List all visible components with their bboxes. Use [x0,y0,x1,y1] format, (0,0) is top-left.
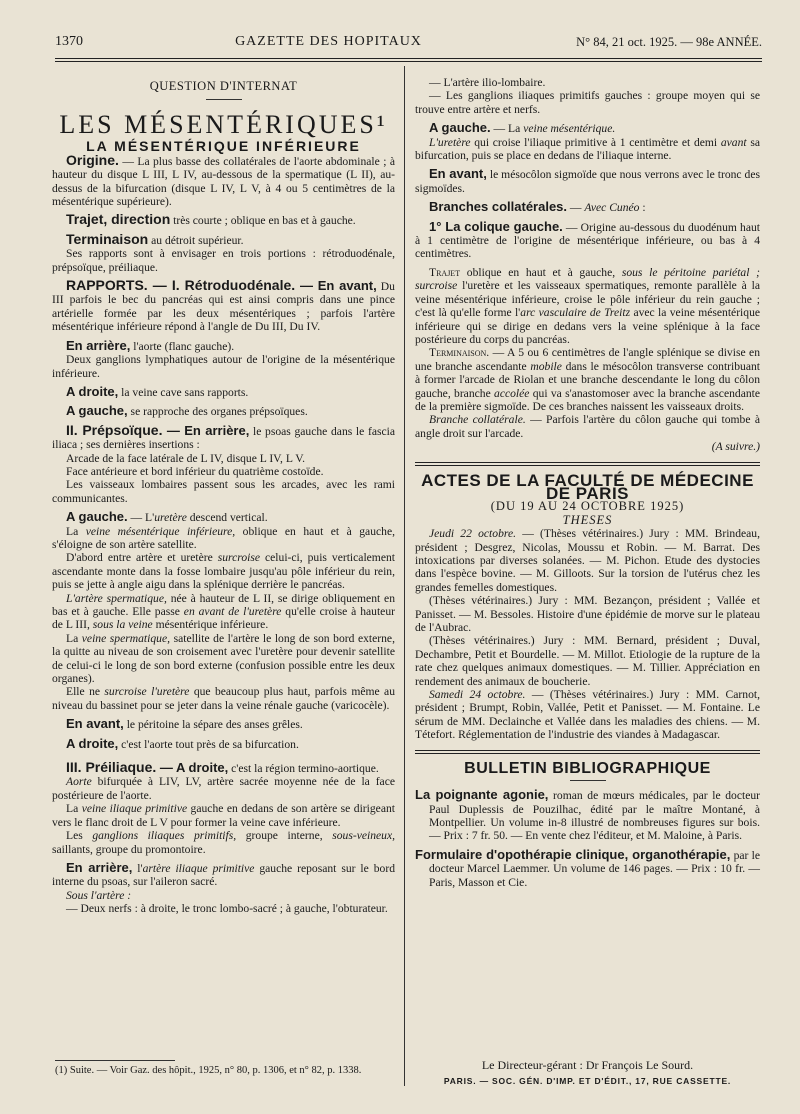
bulletin-rule [570,780,606,781]
actes-dates: (DU 19 AU 24 OCTOBRE 1925) [490,499,685,514]
bulletin-item-1: La poignante agonie, roman de mœurs médicales, par le docteur Paul Duplessis de Pouzilhac, édité par le maître Montané, à Montpellier. Un volume in-8 illustré de nombreuses figures sur bois. — Prix : 7 fr. 50. — En vente chez l'éditeur, et M. Maloine, à Paris. [415,787,760,843]
para-nerfs: — Deux nerfs : à droite, le tronc lombo-sacré ; à gauche, l'obturateur. [66,902,388,916]
a-suivre: (A suivre.) [711,440,760,454]
footnote-rule [55,1060,175,1061]
para-ganglions-1: Deux ganglions lymphatiques autour de l'origine de la mésentérique inférieure. [52,353,395,380]
para-origine: Origine. — La plus basse des collatérales de l'aorte abdominale ; à hauteur du disque L III, L IV, au-dessous de la spermatique (L II), au-dessus de la bifurcation (disque L IV, L V, à 4 ou 5 centimètres de la mésentérique supérieure). [52,151,395,209]
para-droite-1: A droite, la veine cave sans rapports. [66,383,249,399]
printer-imprint: PARIS. — SOC. GÉN. D'IMP. ET D'ÉDIT., 17, RUE CASSETTE. [443,1076,732,1086]
para-dabord: D'abord entre artère et uretère surcroise celui-ci, puis verticalement ascendante monte dans la fosse lombaire jusqu'au pôle inférieur du rein, puis se jette à angle aigu dans la splénique derrière le pancréas. [52,551,395,592]
para-trajet-colique: Trajet oblique en haut et à gauche, sous le péritoine pariétal ; surcroise l'uretère et les vaisseaux spermatiques, remonte parallèle à la veine mésentérique inférieure, croise le pôle inférieur du rein gauche ; c'est là qu'elle forme l'arc vasculaire de Treitz avec la veine mésentérique inférieure qui se dirige en dedans vers la veine splénique à la face postérieure du corps du pancréas. [415,265,761,346]
footnote: (1) Suite. — Voir Gaz. des hôpit., 1925, n° 80, p. 1306, et n° 82, p. 1338. [55,1065,362,1076]
column-separator [404,66,405,1086]
theses-jeudi: Jeudi 22 octobre. — (Thèses vétérinaires.) Jury : MM. Brindeau, président ; Desgrez, Nicolas, Moussu et Robin. — M. Barrat. Des intoxications par diverses solanées. — M. Pichon. Etude des dystocies dans l'espèce bovine. — M. Gilloots. Sur la torsion de l'utérus chez les grandes femelles domestiques. [415,527,760,594]
para-uretere: L'uretère qui croise l'iliaque primitive à 1 centimètre et demi avant sa bifurcation, puis se place en dedans de l'iliaque interne. [415,135,760,163]
actes-title: ACTES DE LA FACULTÉ DE MÉDECINE DE PARIS [421,470,754,503]
article-title: LES MÉSENTÉRIQUES¹ [59,110,388,140]
issue-info: N° 84, 21 oct. 1925. — 98e ANNÉE. [576,34,762,49]
section-rule-1 [415,462,760,466]
kicker: QUESTION D'INTERNAT [149,79,298,93]
para-rapports-intro: Ses rapports sont à envisager en trois portions : rétroduodénale, prépsoïque, préiliaque. [52,247,395,274]
page-header [55,30,762,54]
para-en-avant: En avant, le mésocôlon sigmoïde que nous verrons avec le tronc des sigmoïdes. [415,166,760,195]
header-rule [55,58,762,59]
para-ilio-lombaire: — L'artère ilio-lombaire. [429,76,546,89]
para-gauche-1: A gauche, se rapproche des organes prépsoïques. [66,403,308,419]
right-column [415,76,760,889]
para-trajet: Trajet, direction très courte ; oblique en bas et à gauche. [66,211,356,228]
para-vaisseaux: Les vaisseaux lombaires passent sous les arcades, avec les rami communicantes. [52,478,395,505]
para-droite-2: A droite, c'est l'aorte tout près de sa bifurcation. [66,735,299,751]
para-arriere-1: En arrière, l'aorte (flanc gauche). [66,337,235,353]
para-terminaison: Terminaison au détroit supérieur. [66,230,244,247]
page-number: 1370 [55,34,83,49]
section-rule-2 [415,750,760,754]
para-a-gauche: A gauche. — La veine mésentérique. [429,120,616,136]
para-ganglions-gauches: — Les ganglions iliaques primitifs gauches : groupe moyen qui se trouve entre artère et nerfs. [415,89,760,116]
para-veine-mesenterique: La veine mésentérique inférieure, oblique en haut et à gauche, s'éloigne de son artère satellite. [52,524,395,551]
theses-samedi: Samedi 24 octobre. — (Thèses vétérinaires.) Jury : MM. Carnot, président ; Brumpt, Robin, Vallée, Petit et Panisset. — M. Fontaine. Le sérum de MM. Declainche et Vallée dans les maladies des chiens. — M. Tétefort. Réglementation de l'industrie des viandes à Madagascar. [415,688,761,742]
header-rule-2 [55,61,762,62]
para-preiliaque: III. Préiliaque. — A droite, c'est la région termino-aortique. [66,759,379,776]
para-colique-gauche: 1° La colique gauche. — Origine au-dessous du duodénum haut à 1 centimètre de l'origine de mésentérique inférieure, ou bas à 4 centimètres. [415,218,760,261]
para-branches: Branches collatérales. — Avec Cunéo : [429,199,646,215]
para-branche-collaterale: Branche collatérale. — Parfois l'artère du côlon gauche qui tombe à angle droit sur l'arcade. [415,413,760,440]
para-avant: En avant, le péritoine la sépare des anses grêles. [66,716,303,732]
theses-2: (Thèses vétérinaires.) Jury : MM. Bezançon, président ; Vallée et Panisset. — M. Bessoles. Histoire d'une épidémie de morve sur le plateau de l'Aubrac. [415,594,760,635]
para-spermatique: L'artère spermatique, née à hauteur de L II, se dirige obliquement en bas et à gauche. Elle passe en avant de l'uretère qu'elle croise à hauteur de L III, sous la veine mésentérique inférieure. [52,591,395,632]
para-elle: Elle ne surcroise l'uretère que beaucoup plus haut, parfois même au niveau du bassinet pour se jeter dans la veine rénale gauche (varicocèle). [52,685,395,712]
para-veine-iliaque: La veine iliaque primitive gauche en dedans de son artère se dirigeant vers le flanc droit de L V pour former la veine cave inférieure. [52,802,395,829]
para-face: Face antérieure et bord inférieur du quatrième costoïde. [66,464,324,478]
para-arriere-2: En arrière, l'artère iliaque primitive gauche reposant sur le bord interne du psoas, sur l'aileron sacré. [52,859,395,889]
para-gauche-2: A gauche. — L'uretère descend vertical. [66,509,268,525]
para-arcade: Arcade de la face latérale de L IV, disque L IV, L V. [66,451,305,465]
para-terminaison-colique: Terminaison. — A 5 ou 6 centimètres de l'angle splénique se divise en une branche ascendante mobile dans le mésocôlon transverse contribuant à former l'arcade de Riolan et une branche descendante le long du côlon gauche, branche accolée qui va s'anastomoser avec la branche ascendante de la première sigmoïde. De ces branches naissent les vaisseaux droits. [415,346,761,413]
directeur-gerant: Le Directeur-gérant : Dr François Le Sourd. [481,1058,694,1072]
para-ganglions-iliaques: Les ganglions iliaques primitifs, groupe interne, sous-veineux, saillants, groupe du promontoire. [52,829,395,856]
bulletin-title: BULLETIN BIBLIOGRAPHIQUE [464,759,711,777]
left-column [52,80,395,916]
theses-3: (Thèses vétérinaires.) Jury : MM. Bernard, président ; Duval, Dechambre, Petit et Bourdelle. — M. Millot. Etiologie de la rupture de la rate chez quelques animaux domestiques. — M. Tillier. Appréciation en rendement des animaux de boucherie. [415,634,760,688]
para-veine-spermatique: La veine spermatique, satellite de l'artère le long de son bord externe, la quitte au niveau de son croisement avec l'uretère pour devenir satellite de celui-ci le long de son bord externe (confusion possible entre les deux organes). [52,631,395,686]
para-prepsoique: II. Prépsoïque. — En arrière, le psoas gauche dans le fascia iliaca ; ses dernières insertions : [52,421,395,452]
bulletin-item-2: Formulaire d'opothérapie clinique, organothérapie, par le docteur Marcel Laemmer. Un volume de 146 pages. — Prix : 10 fr. — Paris, Masson et Cie. [415,846,761,889]
para-rapports: RAPPORTS. — I. Rétroduodénale. — En avant, Du III parfois le bec du pancréas qui est ainsi compris dans une pince artérielle formée par les deux mésentériques ; parfois l'artère mésentérique inférieure répond à l'angle de Du III, Du IV. [52,277,395,334]
para-aorte: Aorte bifurquée à LIV, LV, artère sacrée moyenne née de la face postérieure de l'aorte. [52,775,395,802]
title-rule [206,99,242,100]
para-sous-artere: Sous l'artère : [66,888,132,902]
article-subtitle: LA MÉSENTÉRIQUE INFÉRIEURE [86,138,361,155]
theses-heading: THESES [562,512,613,527]
journal-title: GAZETTE DES HOPITAUX [235,34,422,49]
